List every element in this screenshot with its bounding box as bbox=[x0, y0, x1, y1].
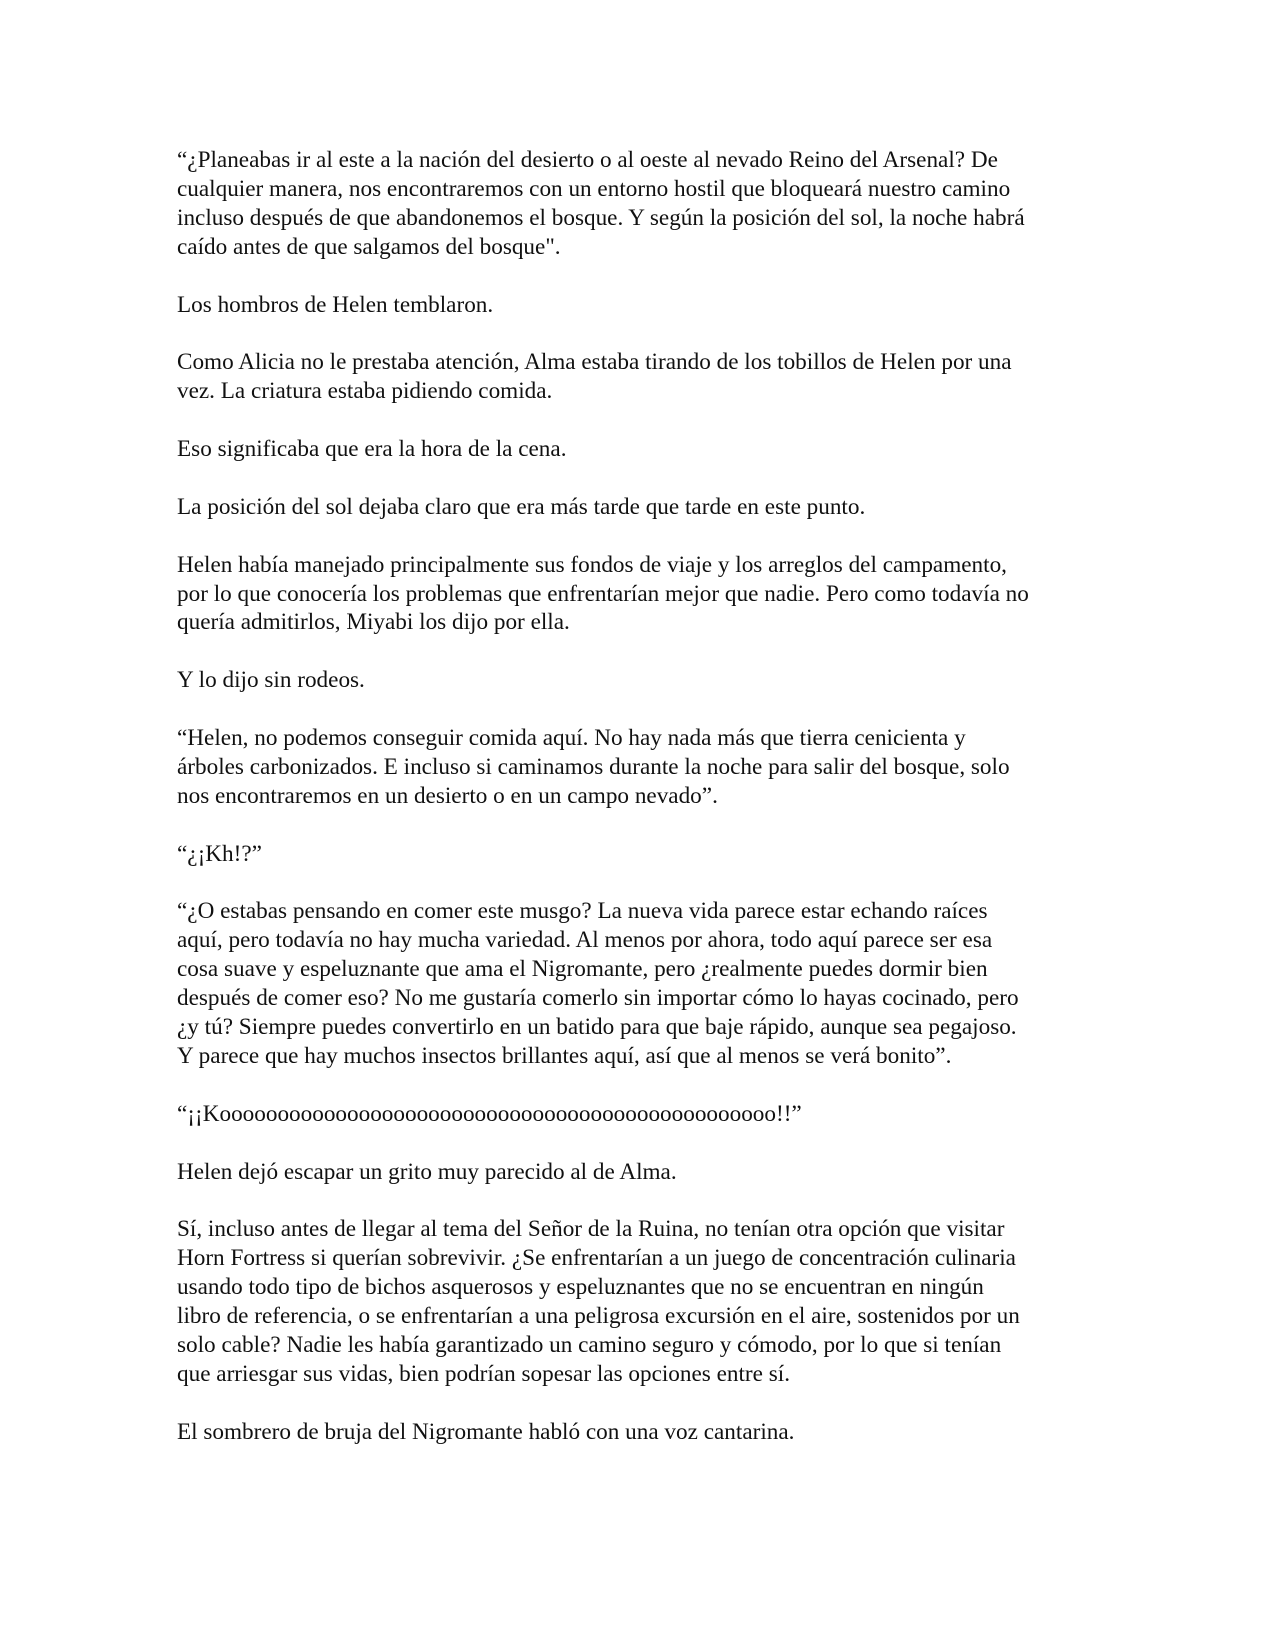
paragraph: “¿Planeabas ir al este a la nación del desierto o al oeste al nevado Reino del Arsenal? De cualquier manera, nos encontraremos con un entorno hostil que bloqueará nuestro camino incluso después de que abandonemos el bosque. Y según la posición del sol, la noche habrá caído antes de que salgamos del bosque". bbox=[177, 147, 1025, 260]
paragraph: Helen dejó escapar un grito muy parecido al de Alma. bbox=[177, 1158, 677, 1185]
paragraph: Y lo dijo sin rodeos. bbox=[177, 667, 365, 694]
paragraph: Los hombros de Helen temblaron. bbox=[177, 291, 494, 318]
paragraph: Como Alicia no le prestaba atención, Alma estaba tirando de los tobillos de Helen por una vez. La criatura estaba pidiendo comida. bbox=[177, 349, 1012, 405]
paragraph: “¿O estabas pensando en comer este musgo? La nueva vida parece estar echando raíces aquí, pero todavía no hay mucha variedad. Al menos por ahora, todo aquí parece ser esa cosa suave y espeluznante que ama el Nigromante, pero ¿realmente puedes dormir bien después de comer eso? No me gustaría comerlo sin importar cómo lo hayas cocinado, pero ¿y tú? Siempre puedes convertirlo en un batido para que baje rápido, aunque sea pegajoso. Y parece que hay muchos insectos brillantes aquí, así que al menos se verá bonito”. bbox=[177, 898, 1019, 1069]
paragraph: La posición del sol dejaba claro que era más tarde que tarde en este punto. bbox=[177, 493, 866, 520]
paragraph: “¡¡Koooooooooooooooooooooooooooooooooooooooooooooooo!!” bbox=[177, 1100, 802, 1127]
paragraph: “Helen, no podemos conseguir comida aquí. No hay nada más que tierra cenicienta y árboles carbonizados. E incluso si caminamos durante la noche para salir del bosque, solo nos encontraremos en un desierto o en un campo nevado”. bbox=[177, 725, 1010, 809]
paragraph: El sombrero de bruja del Nigromante habló con una voz cantarina. bbox=[177, 1418, 795, 1445]
paragraph: Helen había manejado principalmente sus fondos de viaje y los arreglos del campamento, por lo que conocería los problemas que enfrentarían mejor que nadie. Pero como todavía no quería admitirlos, Miyabi los dijo por ella. bbox=[177, 551, 1029, 636]
document-page bbox=[177, 146, 1102, 1447]
paragraph: “¿¡Kh!?” bbox=[177, 840, 262, 867]
paragraph: Sí, incluso antes de llegar al tema del Señor de la Ruina, no tenían otra opción que visitar Horn Fortress si querían sobrevivir. ¿Se enfrentarían a un juego de concentración culinaria usando todo tipo de bichos asquerosos y espeluznantes que no se encuentran en ningún libro de referencia, o se enfrentarían a una peligrosa excursión en el aire, sostenidos por un solo cable? Nadie les había garantizado un camino seguro y cómodo, por lo que si tenían que arriesgar sus vidas, bien podrían sopesar las opciones entre sí. bbox=[177, 1216, 1020, 1387]
paragraph: Eso significaba que era la hora de la cena. bbox=[177, 436, 567, 463]
